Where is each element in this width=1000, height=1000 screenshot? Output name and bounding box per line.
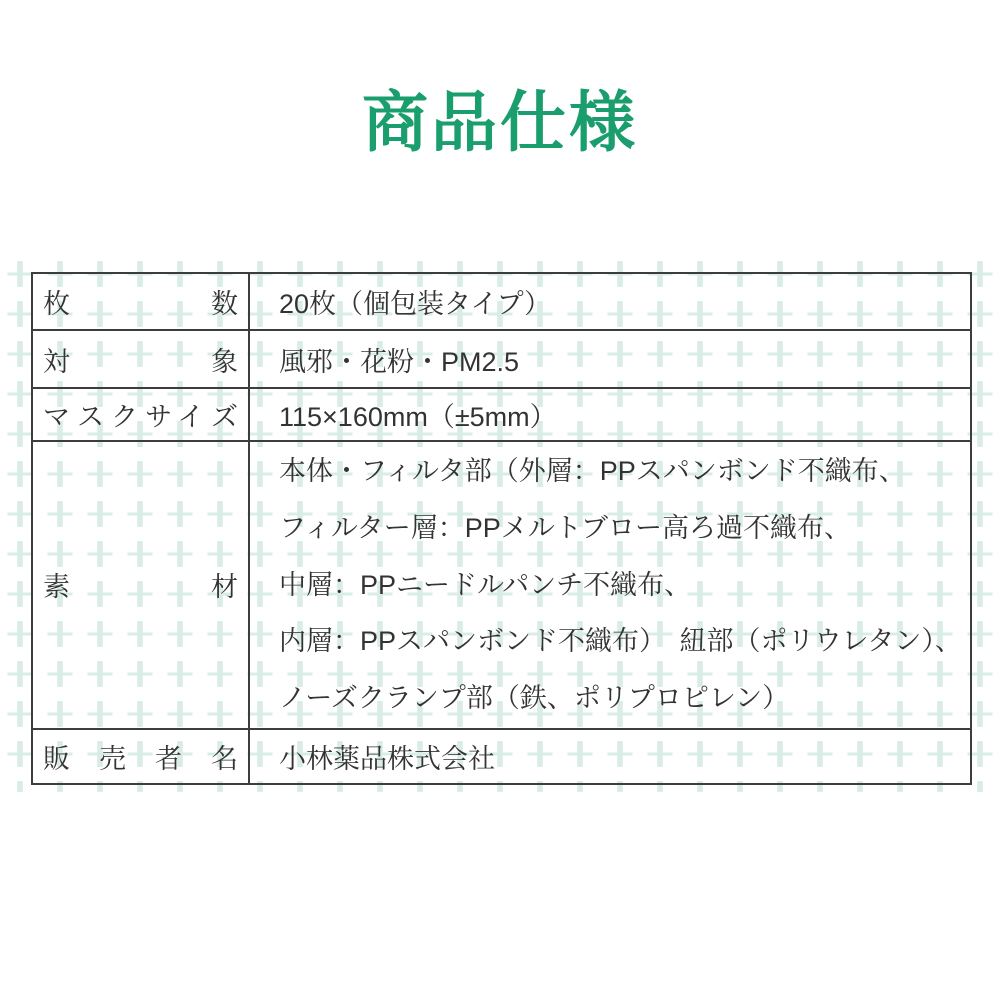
- spec-row-material: [32, 441, 971, 729]
- spec-row-mask-size: [32, 388, 971, 441]
- material-line: 内層：PPスパンボンド不織布） 紐部（ポリウレタン）、: [279, 626, 962, 657]
- spec-row-target: [32, 330, 971, 388]
- spec-label-material: 素材: [32, 441, 249, 729]
- spec-label-seller-name: 販売者名: [32, 729, 249, 784]
- spec-row-sheet-count: [32, 273, 971, 330]
- material-line: 中層：PPニードルパンチ不織布、: [279, 569, 692, 600]
- material-line: フィルター層：PPメルトブロー高ろ過不織布、: [279, 512, 851, 543]
- material-line: 本体・フィルタ部（外層：PPスパンボンド不織布、: [279, 456, 906, 486]
- spec-value-mask-size: 115×160mm（±5mm）: [249, 388, 971, 441]
- spec-table-body: [32, 273, 971, 784]
- spec-label-target: 対象: [32, 330, 249, 388]
- spec-label-mask-size: マスクサイズ: [32, 388, 249, 441]
- spec-value-target: 風邪・花粉・PM2.5: [249, 330, 971, 388]
- spec-value-material: [249, 441, 971, 729]
- spec-row-seller-name: [32, 729, 971, 784]
- spec-table: [31, 272, 972, 785]
- page-title: 商品仕様: [362, 85, 638, 159]
- spec-value-seller-name: 小林薬品株式会社: [249, 729, 971, 784]
- material-line: ノーズクランプ部（鉄、ポリプロピレン）: [279, 683, 790, 714]
- spec-value-sheet-count: 20枚（個包装タイプ）: [249, 273, 971, 330]
- spec-label-sheet-count: 枚数: [32, 273, 249, 330]
